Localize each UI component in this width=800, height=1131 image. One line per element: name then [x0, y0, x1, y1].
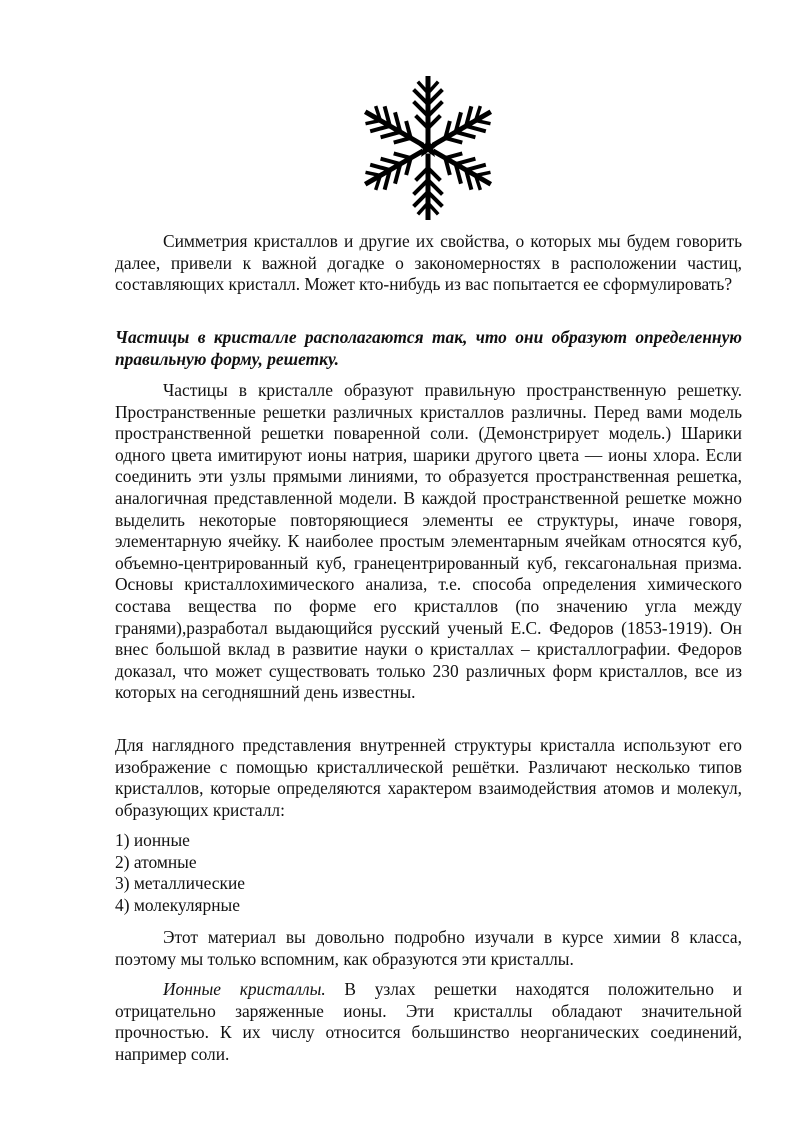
list-item: 4) молекулярные — [115, 894, 240, 915]
list-item: 1) ионные — [115, 830, 190, 850]
paragraph-review-block — [115, 927, 742, 970]
ionic-term: Ионные кристаллы. — [163, 979, 326, 999]
paragraph-answer: Частицы в кристалле располагаются так, что они образуют определенную правильную форму, решетку. — [115, 327, 742, 369]
paragraph-types: Для наглядного представления внутренней структуры кристалла используют его изображение с помощью кристаллической решётки. Различают несколько типов кристаллов, которые определяются характером взаимодействия атомов и молекул, образующих кристалл: — [115, 735, 742, 820]
crystal-types-list — [115, 830, 742, 916]
list-item: 3) металлические — [115, 873, 245, 894]
paragraph-intro — [115, 231, 742, 296]
paragraph-lattice: Частицы в кристалле образуют правильную пространственную решетку. Пространственные решетки различных кристаллов различны. Перед вами модель пространственной решетки поваренной соли. (Демонстрирует модель.) Шарики одного цвета имитируют ионы натрия, шарики другого цвета — ионы хлора. Если соединить эти узлы прямыми линиями, то образуется пространственная решетка, аналогичная представленной модели. В каждой пространственной решетке можно выделить некоторые повторяющиеся элементы ее структуры, иначе говоря, элементарную ячейку. К наиболее простым элементарным ячейкам относятся куб, объемно-центрированный куб, гранецентрированный куб, гексагональная призма. Основы кристаллохимического анализа, т.е. способа определения химического состава вещества по форме его кристаллов (по значению угла между гранями),разработал выдающийся русский ученый Е.С. Федоров (1853-1919). Он внес большой вклад в развитие науки о кристаллах – кристаллографии. Федоров доказал, что может существовать только 230 различных форм кристаллов, все из которых на сегодняшний день известны. — [115, 380, 742, 703]
paragraph-symmetry: Симметрия кристаллов и другие их свойства, о которых мы будем говорить далее, привели к важной догадке о закономерностях в расположении частиц, составляющих кристалл. Может кто-нибудь из вас попытается ее сформулировать? — [115, 231, 742, 295]
paragraph-types-block — [115, 735, 742, 821]
paragraph-review: Этот материал вы довольно подробно изучали в курсе химии 8 класса, поэтому мы только вспомним, как образуются эти кристаллы. — [115, 927, 742, 969]
paragraph-answer-block — [115, 327, 742, 370]
list-item: 2) атомные — [115, 851, 197, 872]
snowflake-icon — [356, 76, 500, 220]
paragraph-ionic — [115, 979, 742, 1065]
paragraph-lattice-block — [115, 380, 742, 704]
paragraph-ionic-block — [115, 979, 742, 1065]
ionic-description: В узлах решетки находятся положительно и отрицательно заряженные ионы. Эти кристаллы обладают значительной прочностью. К их числу относится большинство неорганических соединений, например соли. — [115, 979, 742, 1064]
